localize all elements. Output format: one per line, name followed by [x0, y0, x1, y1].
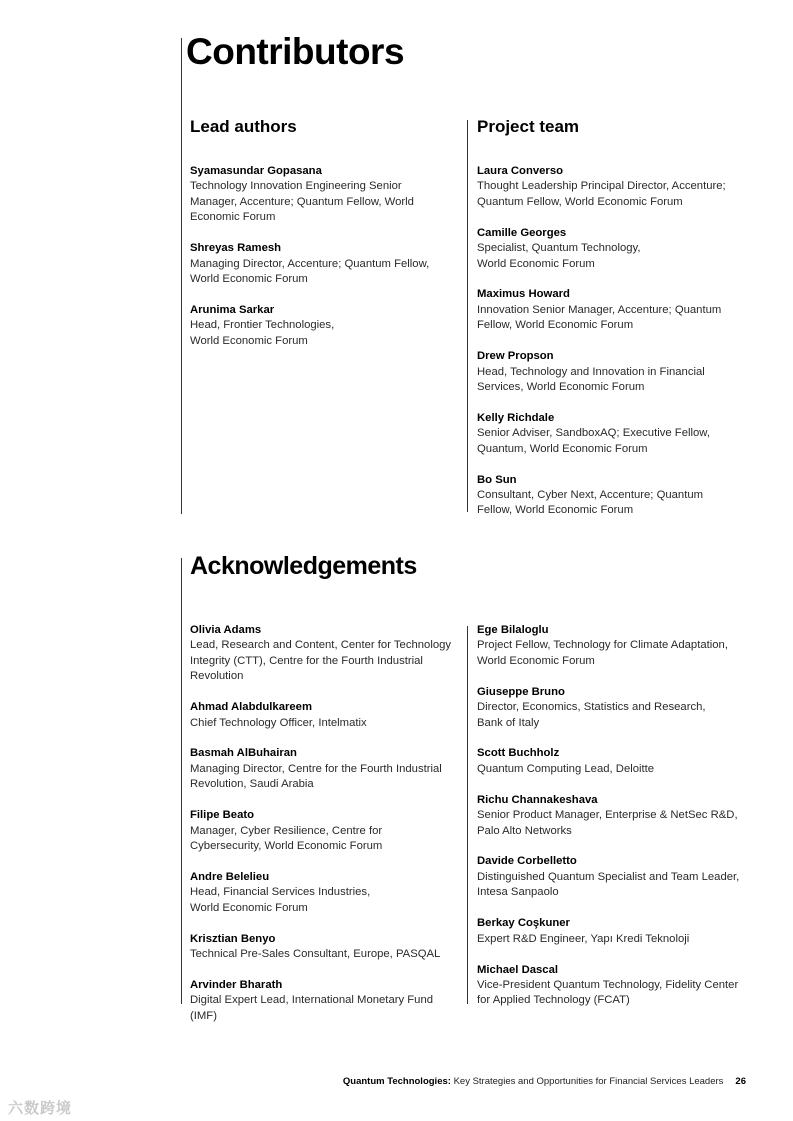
list-item [190, 746, 462, 792]
person-role: Vice-President Quantum Technology, Fidelity Center for Applied Technology (FCAT) [477, 978, 739, 1007]
section-rule-contributors [181, 38, 182, 514]
page-number: 26 [735, 1076, 746, 1087]
person-name: Filipe Beato [190, 809, 255, 822]
list-item [477, 411, 747, 457]
person-name: Arunima Sarkar [190, 303, 275, 316]
list-item [190, 700, 462, 731]
person-role: Technology Innovation Engineering Senior Manager, Accenture; Quantum Fellow, World Economic Forum [190, 180, 414, 224]
person-role: Head, Technology and Innovation in Financial Services, World Economic Forum [477, 365, 705, 393]
person-role: Distinguished Quantum Specialist and Team Leader, Intesa Sanpaolo [477, 870, 740, 899]
person-name: Laura Converso [477, 165, 564, 177]
contributors-title: Contributors [186, 31, 405, 72]
person-name: Maximus Howard [477, 288, 570, 301]
section-rule-acknowledgements [181, 558, 182, 1004]
person-role: Consultant, Cyber Next, Accenture; Quantum Fellow, World Economic Forum [477, 489, 704, 517]
list-item [477, 349, 747, 395]
list-item [477, 287, 747, 333]
person-name: Bo Sun [477, 473, 517, 486]
acknowledgements-right-list [477, 623, 749, 1024]
person-name: Giuseppe Bruno [477, 685, 565, 698]
list-item [190, 241, 465, 287]
person-name: Krisztian Benyo [190, 932, 276, 945]
person-name: Michael Dascal [477, 963, 559, 976]
person-role: Chief Technology Officer, Intelmatix [190, 716, 367, 729]
person-name: Ahmad Alabdulkareem [190, 701, 312, 714]
list-item [477, 793, 749, 839]
person-role: Managing Director, Accenture; Quantum Fellow, World Economic Forum [190, 257, 430, 285]
column-rule-acknowledgements [467, 626, 468, 1004]
person-name: Davide Corbelletto [477, 855, 577, 868]
list-item [477, 854, 749, 900]
list-item [190, 932, 462, 963]
person-name: Ege Bilaloglu [477, 624, 549, 636]
lead-authors-list [190, 164, 465, 365]
acknowledgements-left-list [190, 623, 462, 1040]
person-name: Olivia Adams [190, 624, 262, 636]
list-item [477, 473, 747, 519]
lead-authors-heading: Lead authors [190, 117, 297, 136]
person-role: Managing Director, Centre for the Fourth Industrial Revolution, Saudi Arabia [190, 762, 442, 791]
list-item [190, 623, 462, 685]
acknowledgements-title: Acknowledgements [190, 552, 417, 580]
page-footer [343, 1076, 746, 1087]
person-role: Technical Pre-Sales Consultant, Europe, PASQAL [190, 948, 441, 960]
list-item [190, 870, 462, 916]
person-name: Arvinder Bharath [190, 978, 283, 991]
watermark-logo: 六数跨境 [8, 1100, 73, 1117]
project-team-heading: Project team [477, 117, 580, 136]
list-item [477, 623, 749, 669]
footer-title-rest: Key Strategies and Opportunities for Financial Services Leaders [450, 1076, 724, 1087]
person-role: Specialist, Quantum Technology, World Economic Forum [477, 242, 641, 270]
person-role: Senior Adviser, SandboxAQ; Executive Fellow, Quantum, World Economic Forum [477, 427, 710, 455]
list-item [477, 963, 749, 1009]
person-role: Quantum Computing Lead, Deloitte [477, 762, 655, 775]
list-item [190, 978, 462, 1024]
person-name: Kelly Richdale [477, 411, 555, 424]
person-role: Lead, Research and Content, Center for Technology Integrity (CTT), Centre for the Fourth Industrial Revolution [190, 639, 452, 683]
footer-title-bold: Quantum Technologies: [342, 1076, 451, 1087]
person-role: Senior Product Manager, Enterprise & NetSec R&D, Palo Alto Networks [477, 809, 738, 837]
person-name: Basmah AlBuhairan [190, 747, 297, 760]
person-name: Berkay Coşkuner [477, 917, 570, 930]
person-role: Expert R&D Engineer, Yapı Kredi Teknoloji [477, 932, 690, 945]
project-team-list [477, 164, 747, 534]
person-name: Shreyas Ramesh [190, 242, 282, 255]
person-name: Drew Propson [477, 350, 554, 363]
person-role: Innovation Senior Manager, Accenture; Quantum Fellow, World Economic Forum [477, 303, 722, 332]
person-role: Head, Financial Services Industries, World Economic Forum [190, 886, 371, 914]
person-role: Thought Leadership Principal Director, Accenture; Quantum Fellow, World Economic Forum [477, 180, 726, 208]
person-name: Camille Georges [477, 226, 567, 239]
list-item [190, 808, 462, 854]
person-role: Head, Frontier Technologies, World Economic Forum [190, 319, 335, 347]
person-role: Project Fellow, Technology for Climate Adaptation, World Economic Forum [477, 639, 728, 667]
person-name: Andre Beleliеu [190, 870, 270, 883]
list-item [190, 303, 465, 349]
list-item [477, 916, 749, 947]
person-role: Director, Economics, Statistics and Research, Bank of Italy [477, 701, 706, 729]
person-name: Syamasundar Gopasana [190, 165, 322, 177]
list-item [477, 226, 747, 272]
list-item [190, 164, 465, 226]
person-name: Richu Channakeshava [477, 793, 598, 806]
person-name: Scott Buchholz [477, 747, 560, 760]
list-item [477, 685, 749, 731]
list-item [477, 164, 747, 210]
person-role: Manager, Cyber Resilience, Centre for Cybersecurity, World Economic Forum [190, 824, 383, 852]
list-item [477, 746, 749, 777]
person-role: Digital Expert Lead, International Monetary Fund (IMF) [190, 994, 434, 1022]
column-rule-project-team [467, 120, 468, 512]
